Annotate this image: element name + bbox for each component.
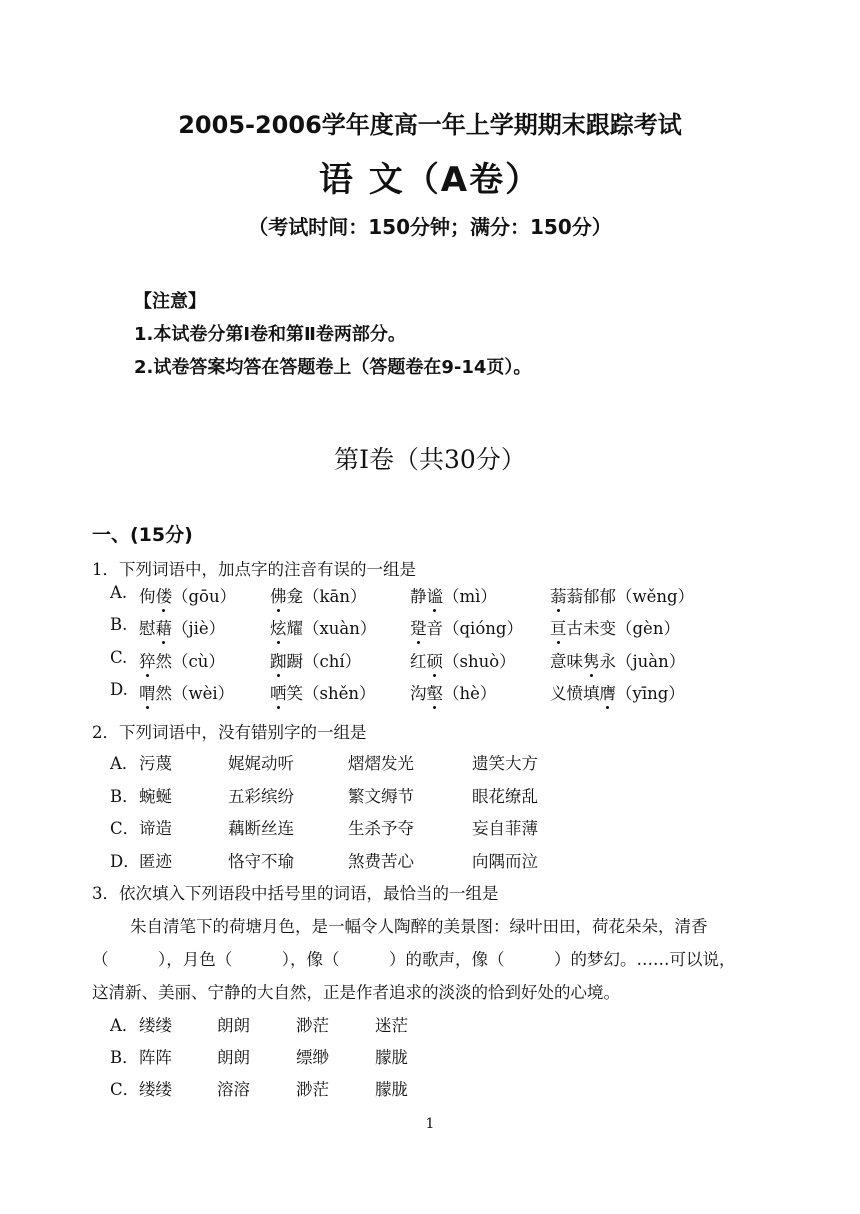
option-item: 眼花缭乱 bbox=[472, 787, 538, 806]
option-item: 朦胧 bbox=[375, 1080, 408, 1099]
notice-heading: 【注意】 bbox=[134, 291, 206, 312]
question-3-passage-line-3: 这清新、美丽、宁静的大自然，正是作者追求的淡淡的恰到好处的心境。 bbox=[92, 983, 620, 1002]
section-1-title: 一、(15分) bbox=[92, 524, 193, 546]
option-item: 蜿蜒 bbox=[139, 787, 172, 806]
option-item: 跫音（qióng） bbox=[410, 615, 523, 639]
option-item: 谛造 bbox=[139, 819, 172, 838]
notice-item-1: 1.本试卷分第Ⅰ卷和第Ⅱ卷两部分。 bbox=[134, 324, 406, 345]
option-item: 炫耀（xuàn） bbox=[270, 615, 376, 639]
exam-title: 2005-2006学年度高一年上学期期末跟踪考试 bbox=[178, 111, 682, 139]
option-item: 朗朗 bbox=[217, 1016, 250, 1035]
question-3-stem: 3．依次填入下列语段中括号里的词语，最恰当的一组是 bbox=[92, 884, 499, 903]
option-item: 渺茫 bbox=[296, 1080, 329, 1099]
option-item: 恪守不瑜 bbox=[228, 852, 294, 871]
option-item: 迷茫 bbox=[375, 1016, 408, 1035]
option-item: 缕缕 bbox=[139, 1080, 172, 1099]
option-label: D． bbox=[110, 852, 140, 871]
question-1-stem: 1．下列词语中，加点字的注音有误的一组是 bbox=[92, 560, 416, 579]
option-item: 五彩缤纷 bbox=[228, 787, 294, 806]
option-item: 踟蹰（chí） bbox=[270, 648, 361, 672]
option-item: 猝然（cù） bbox=[139, 648, 225, 672]
option-label: B． bbox=[110, 1048, 139, 1067]
option-item: 哂笑（shěn） bbox=[270, 680, 376, 704]
question-3-passage-line-2: （ ），月色（ ），像（ ）的歌声，像（ ）的梦幻。……可以说， bbox=[92, 950, 736, 969]
option-item: 喟然（wèi） bbox=[139, 680, 234, 704]
option-item: 红硕（shuò） bbox=[410, 648, 516, 672]
page-number: 1 bbox=[425, 1116, 435, 1132]
option-item: 慰藉（jiè） bbox=[139, 615, 225, 639]
option-label: B． bbox=[110, 787, 139, 806]
option-label: A. bbox=[110, 583, 128, 602]
option-item: 溶溶 bbox=[217, 1080, 250, 1099]
option-item: 朦胧 bbox=[375, 1048, 408, 1067]
option-item: 煞费苦心 bbox=[348, 852, 414, 871]
question-3-passage-line-1: 朱自清笔下的荷塘月色，是一幅令人陶醉的美景图：绿叶田田，荷花朵朵，清香 bbox=[130, 917, 708, 936]
option-item: 向隅而泣 bbox=[472, 852, 538, 871]
option-item: 生杀予夺 bbox=[348, 819, 414, 838]
option-item: 缥缈 bbox=[296, 1048, 329, 1067]
option-label: B. bbox=[110, 615, 128, 634]
option-item: 缕缕 bbox=[139, 1016, 172, 1035]
exam-time-info: （考试时间：150分钟；满分：150分） bbox=[248, 215, 612, 239]
option-item: 娓娓动听 bbox=[228, 754, 294, 773]
option-item: 朗朗 bbox=[217, 1048, 250, 1067]
notice-item-2: 2.试卷答案均答在答题卷上（答题卷在9-14页）。 bbox=[134, 357, 532, 378]
option-label: C. bbox=[110, 648, 128, 667]
part-1-title: 第Ⅰ卷（共30分） bbox=[334, 445, 526, 474]
option-item: 义愤填膺（yīng） bbox=[550, 680, 685, 704]
subject-title: 语 文（A卷） bbox=[318, 160, 542, 200]
option-item: 沟壑（hè） bbox=[410, 680, 496, 704]
option-item: 意味隽永（juàn） bbox=[550, 648, 685, 672]
option-item: 妄自菲薄 bbox=[472, 819, 538, 838]
option-item: 熠熠发光 bbox=[348, 754, 414, 773]
option-label: C． bbox=[110, 1080, 140, 1099]
option-label: A． bbox=[110, 754, 139, 773]
option-label: D. bbox=[110, 680, 128, 699]
option-item: 佝偻（gōu） bbox=[139, 583, 236, 607]
option-item: 匿迹 bbox=[139, 852, 172, 871]
option-item: 佛龛（kān） bbox=[270, 583, 366, 607]
option-item: 蓊蓊郁郁（wěng） bbox=[550, 583, 694, 607]
option-item: 繁文缛节 bbox=[348, 787, 414, 806]
option-item: 藕断丝连 bbox=[228, 819, 294, 838]
option-item: 渺茫 bbox=[296, 1016, 329, 1035]
question-2-stem: 2．下列词语中，没有错别字的一组是 bbox=[92, 723, 367, 742]
option-item: 静谧（mì） bbox=[410, 583, 497, 607]
option-item: 污蔑 bbox=[139, 754, 172, 773]
option-label: C． bbox=[110, 819, 140, 838]
option-label: A． bbox=[110, 1016, 139, 1035]
option-item: 亘古未变（gèn） bbox=[550, 615, 680, 639]
option-item: 阵阵 bbox=[139, 1048, 172, 1067]
option-item: 遗笑大方 bbox=[472, 754, 538, 773]
